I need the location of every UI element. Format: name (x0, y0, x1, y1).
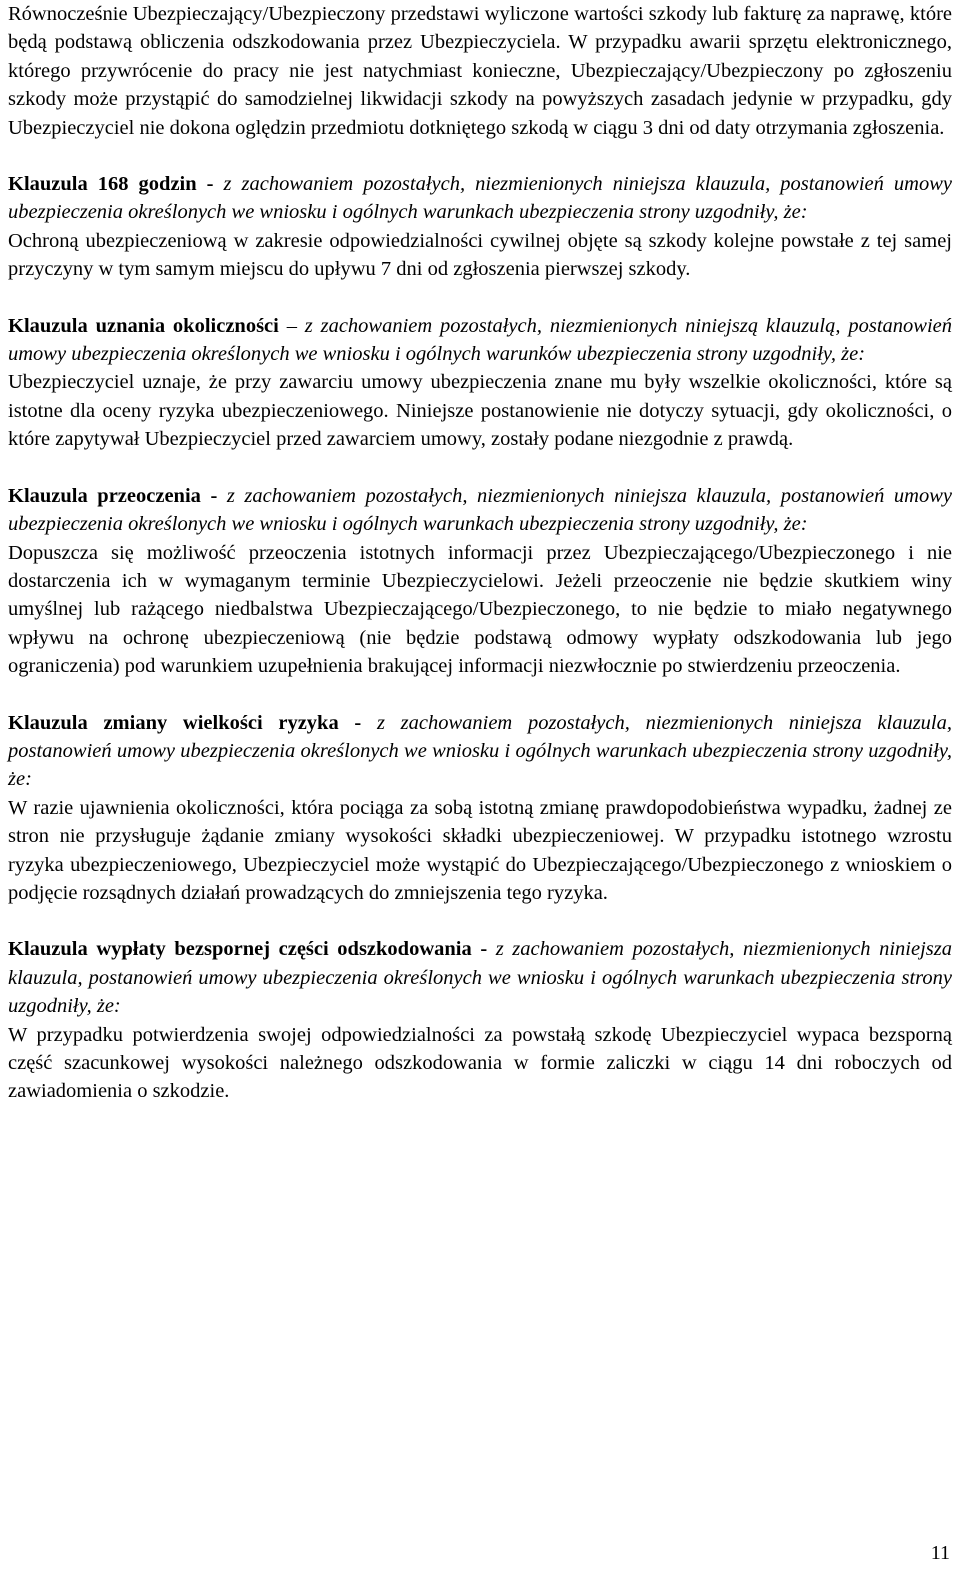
clause-body: W przypadku potwierdzenia swojej odpowiedzialności za powstałą szkodę Ubezpieczyciel wypaca bezsporną część szacunkowej wysokości należnego odszkodowania w formie zaliczki w ciągu 14 dni roboczych od zawiadomienia o szkodzie. (8, 1023, 952, 1103)
clause-acknowledgement-of-circumstances (8, 312, 952, 454)
clause-heading (8, 312, 952, 369)
clause-undisputed-payment (8, 935, 952, 1105)
clause-heading (8, 935, 952, 1020)
clause-title: Klauzula uznania okoliczności (8, 314, 279, 337)
clause-168-hours (8, 170, 952, 284)
clause-body: W razie ujawnienia okoliczności, która pociąga za sobą istotną zmianę prawdopodobieństwa wypadku, żadnej ze stron nie przysługuje żądanie zmiany wysokości składki ubezpieczeniowej. W przypadku istotnego wzrostu ryzyka ubezpieczeniowego, Ubezpieczyciel może wystąpić do Ubezpieczającego/Ubezpieczonego z wnioskiem o podjęcie rozsądnych działań prowadzących do zmniejszenia tego ryzyka. (8, 796, 952, 904)
clause-heading (8, 170, 952, 227)
clause-body: Ubezpieczyciel uznaje, że przy zawarciu umowy ubezpieczenia znane mu były wszelkie okoliczności, które są istotne dla oceny ryzyka ubezpieczeniowego. Niniejsze postanowienie nie dotyczy sytuacji, gdy okoliczności, o które zapytywał Ubezpieczyciel przed zawarciem umowy, zostały podane niezgodnie z prawdą. (8, 371, 952, 451)
clause-intro: z zachowaniem pozostałych, niezmienionych niniejsza klauzula, postanowień umowy ubezpieczenia określonych we wniosku i ogólnych warunkach ubezpieczenia strony uzgodniły, że: (8, 711, 952, 791)
intro-paragraph: Równocześnie Ubezpieczający/Ubezpieczony przedstawi wyliczone wartości szkody lub fakturę za naprawę, które będą podstawą obliczenia odszkodowania przez Ubezpieczyciela. W przypadku awarii sprzętu elektronicznego, którego przywrócenie do pracy nie jest natychmiast konieczne, Ubezpieczający/Ubezpieczony po zgłoszeniu szkody może przystąpić do samodzielnej likwidacji szkody na powyższych zasadach jedynie w przypadku, gdy Ubezpieczyciel nie dokona oględzin przedmiotu dotkniętego szkodą w ciągu 3 dni od daty otrzymania zgłoszenia. (8, 3, 952, 139)
clause-intro: z zachowaniem pozostałych, niezmienionych niniejsza klauzula, postanowień umowy ubezpieczenia określonych we wniosku i ogólnych warunkach ubezpieczenia strony uzgodniły, że: (8, 484, 952, 536)
clause-intro: – z zachowaniem pozostałych, niezmienionych niniejszą klauzulą, postanowień umowy ubezpieczenia określonych we wniosku i ogólnych warunków ubezpieczenia strony uzgodniły, że: (8, 314, 952, 366)
clause-title: Klauzula przeoczenia - (8, 484, 227, 507)
page-number: 11 (930, 1542, 950, 1564)
clause-title: Klauzula 168 godzin - (8, 173, 224, 196)
clause-heading (8, 709, 952, 794)
document-page (8, 0, 952, 1106)
clause-risk-change (8, 709, 952, 908)
clause-title: Klauzula wypłaty bezspornej części odszkodowania - (8, 938, 496, 961)
clause-intro: z zachowaniem pozostałych, niezmienionych niniejsza klauzula, postanowień umowy ubezpieczenia określonych we wniosku i ogólnych warunkach ubezpieczenia strony uzgodniły, że: (8, 173, 952, 224)
clause-heading (8, 482, 952, 539)
clause-title: Klauzula zmiany wielkości ryzyka - (8, 711, 377, 734)
clause-body: Dopuszcza się możliwość przeoczenia istotnych informacji przez Ubezpieczającego/Ubezpieczonego i nie dostarczenia ich w wymaganym terminie Ubezpieczycielowi. Jeżeli przeoczenie nie będzie skutkiem winy umyślnej lub rażącego niedbalstwa Ubezpieczającego/Ubezpieczonego, to nie będzie to miało negatywnego wpływu na ochronę ubezpieczeniową (nie będzie podstawą odmowy wypłaty odszkodowania lub jego ograniczenia) pod warunkiem uzupełnienia brakującej informacji niezwłocznie po stwierdzeniu przeoczenia. (8, 541, 952, 678)
clause-body: Ochroną ubezpieczeniową w zakresie odpowiedzialności cywilnej objęte są szkody kolejne powstałe z tej samej przyczyny w tym samym miejscu do upływu 7 dni od zgłoszenia pierwszej szkody. (8, 229, 952, 281)
clause-oversight (8, 482, 952, 681)
clause-intro: z zachowaniem pozostałych, niezmienionych niniejsza klauzula, postanowień umowy ubezpieczenia określonych we wniosku i ogólnych warunkach ubezpieczenia strony uzgodniły, że: (8, 938, 952, 1018)
